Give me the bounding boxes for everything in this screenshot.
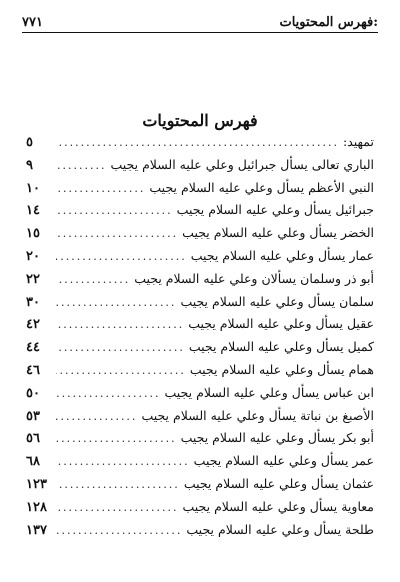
toc-entry-title: طلحة يسأل وعلي عليه السلام يجيب <box>186 521 374 537</box>
dot-leader <box>56 497 179 520</box>
dot-leader <box>56 451 190 474</box>
toc-entry <box>26 359 374 382</box>
dot-leader <box>56 155 107 178</box>
toc-entry-title: همام يسأل وعلي عليه السلام يجيب <box>189 361 374 377</box>
toc-entry <box>26 382 374 405</box>
toc-entry <box>26 291 374 314</box>
toc-entry-title: جبرائيل يسأل وعلي عليه السلام يجيب <box>176 202 374 218</box>
toc-entry-page-number: ٢٢ <box>26 271 40 287</box>
toc-entry <box>26 496 374 519</box>
toc-entry <box>26 405 374 428</box>
toc-entry-page-number: ١٠ <box>26 180 40 196</box>
toc-entry-page-number: ١٥ <box>26 226 40 242</box>
dot-leader <box>56 246 187 269</box>
toc-entry-title: معاوية يسأل وعلي عليه السلام يجيب <box>182 498 374 514</box>
toc-entry <box>26 268 374 291</box>
dot-leader <box>56 406 137 429</box>
toc-entry <box>26 199 374 222</box>
header-page-number: ٧٧١ <box>22 14 43 30</box>
toc-entry <box>26 473 374 496</box>
toc-entry-page-number: ١٢٣ <box>26 476 47 492</box>
header-rule <box>22 32 378 33</box>
toc-entry-page-number: ٤٤ <box>26 340 40 356</box>
toc-entry <box>26 177 374 200</box>
dot-leader <box>56 200 173 223</box>
toc-entry-title: ابن عباس يسأل وعلي عليه السلام يجيب <box>164 384 374 400</box>
toc-entry-page-number: ١٢٨ <box>26 499 47 515</box>
toc-entry-page-number: ٢٠ <box>26 248 40 264</box>
toc-entry-title: الباري تعالى يسأل جبرائيل وعلي عليه السلام يجيب <box>110 156 374 172</box>
toc-entry-title: أبو ذر وسلمان يسألان وعلي عليه السلام يجيب <box>134 270 374 286</box>
toc-entry-title: عثمان يسأل وعلي عليه السلام يجيب <box>183 475 374 491</box>
toc-entry-title: الخضر يسأل وعلي عليه السلام يجيب <box>182 225 374 241</box>
toc-entry-title: سلمان يسأل وعلي عليه السلام يجيب <box>180 293 374 309</box>
toc-entry <box>26 450 374 473</box>
toc-entry-title: عمار يسأل وعلي عليه السلام يجيب <box>190 247 374 263</box>
dot-leader <box>56 292 176 315</box>
dot-leader <box>56 223 178 246</box>
toc-entry-page-number: ٦٨ <box>26 454 40 470</box>
toc-entry <box>26 313 374 336</box>
toc-title: فهرس المحتويات <box>142 111 258 130</box>
toc-entry-page-number: ١٤ <box>26 203 40 219</box>
toc-entry <box>26 245 374 268</box>
toc-entry-page-number: ٣٠ <box>26 294 40 310</box>
toc-entry-title: تمهيد: <box>342 134 374 149</box>
dot-leader <box>56 520 182 543</box>
toc-entry-page-number: ٩ <box>26 157 33 173</box>
dot-leader <box>56 337 185 360</box>
toc-entry-page-number: ٥٣ <box>26 408 40 424</box>
toc-entry-page-number: ٥ <box>26 135 33 150</box>
toc-entry-page-number: ٤٦ <box>26 362 40 378</box>
toc-entry-title: كميل يسأل وعلي عليه السلام يجيب <box>188 339 374 355</box>
dot-leader <box>56 178 145 201</box>
running-header <box>22 12 378 32</box>
toc-entry <box>26 519 374 542</box>
toc-entry-page-number: ٥٠ <box>26 385 40 401</box>
dot-leader <box>56 360 186 383</box>
dot-leader <box>56 428 177 451</box>
dot-leader <box>56 269 130 292</box>
toc-entry-title: عقيل يسأل وعلي عليه السلام يجيب <box>188 316 374 332</box>
dot-leader <box>56 383 161 406</box>
toc-entry-page-number: ١٣٧ <box>26 522 47 538</box>
toc-entry-page-number: ٤٢ <box>26 317 40 333</box>
toc-entry <box>26 222 374 245</box>
toc-entry-page-number: ٥٦ <box>26 431 40 447</box>
toc-entry <box>26 427 374 450</box>
toc-entry <box>26 131 374 154</box>
toc-entry-title: عمر يسأل وعلي عليه السلام يجيب <box>193 453 374 469</box>
dot-leader <box>56 314 184 337</box>
toc-entry-title: الأصبغ بن نباتة يسأل وعلي عليه السلام يجيب <box>141 407 374 423</box>
toc-entry <box>26 336 374 359</box>
header-section-title: فهرس المحتويات: <box>279 14 378 30</box>
toc-list <box>26 131 374 541</box>
dot-leader <box>56 474 180 497</box>
toc-entry-title: النبي الأعظم يسأل وعلي عليه السلام يجيب <box>149 179 374 195</box>
toc-entry <box>26 154 374 177</box>
dot-leader <box>56 132 339 155</box>
toc-entry-title: أبو بكر يسأل وعلي عليه السلام يجيب <box>180 430 374 446</box>
